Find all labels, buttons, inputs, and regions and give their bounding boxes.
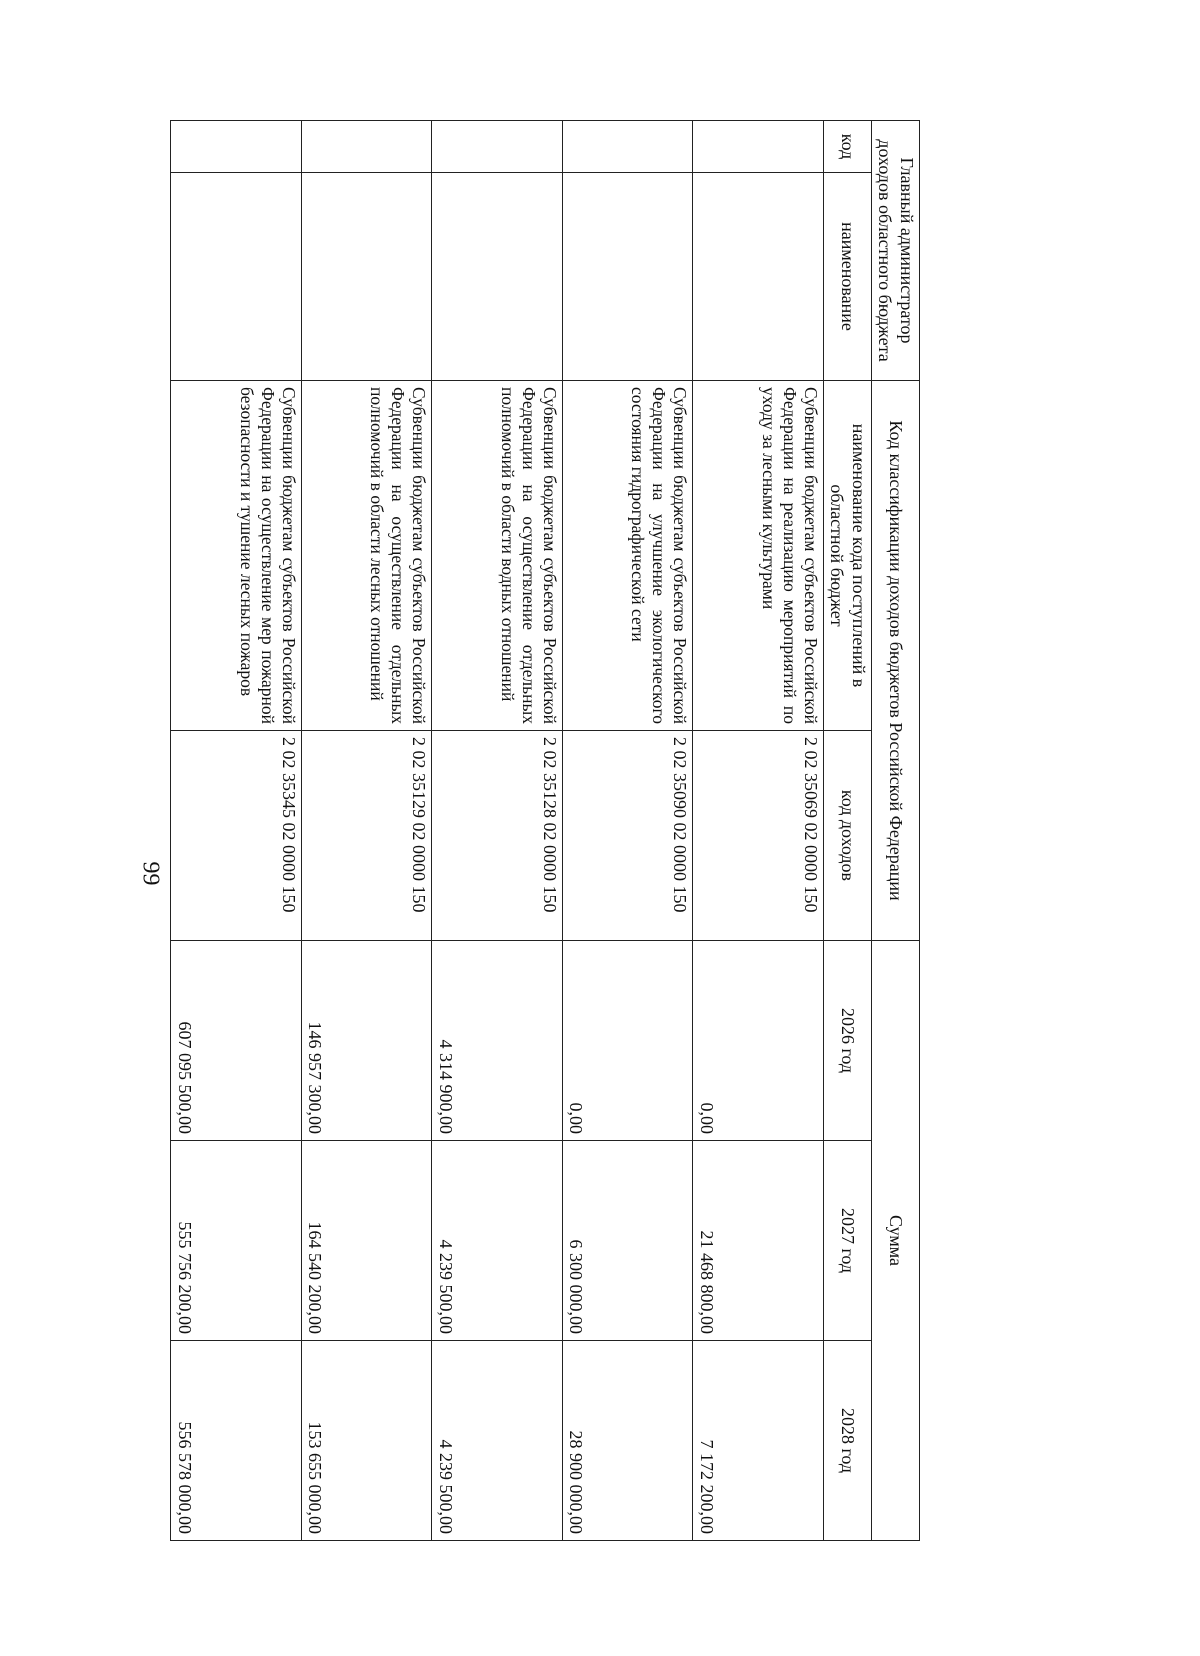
row-revenue-code: 2 02 35069 02 0000 150 [693, 731, 824, 941]
row-amount-2028: 153 655 000,00 [301, 1341, 432, 1541]
row-amount-2028: 556 578 000,00 [171, 1341, 302, 1541]
row-amount-2026: 0,00 [693, 941, 824, 1141]
row-admin-code [432, 121, 563, 173]
row-amount-2027: 6 300 000,00 [562, 1141, 693, 1341]
row-revenue-name: Субвенции бюджетам субъектов Российской Федерации на реализацию мероприятий по уходу за лесными культурами [693, 381, 824, 731]
row-revenue-name: Субвенции бюджетам субъектов Российской Федерации на осуществление отдельных полномочий в области лесных отношений [301, 381, 432, 731]
row-amount-2028: 28 900 000,00 [562, 1341, 693, 1541]
table-row [693, 121, 824, 1541]
row-amount-2026: 4 314 900,00 [432, 941, 563, 1141]
row-revenue-name: Субвенции бюджетам субъектов Российской Федерации на осуществление мер пожарной безопасности и тушение лесных пожаров [171, 381, 302, 731]
row-amount-2026: 146 957 300,00 [301, 941, 432, 1141]
header-admin-group: Главный администратор доходов областного бюджета [871, 121, 919, 381]
header-admin-code: код [823, 121, 871, 173]
row-amount-2028: 7 172 200,00 [693, 1341, 824, 1541]
page-number: 99 [137, 861, 164, 886]
row-amount-2027: 21 468 800,00 [693, 1141, 824, 1341]
header-classification-name: наименование кода поступлений в областной бюджет [823, 381, 871, 731]
budget-table-rotator [170, 120, 920, 1540]
row-revenue-name: Субвенции бюджетам субъектов Российской Федерации на осуществление отдельных полномочий в области водных отношений [432, 381, 563, 731]
row-revenue-name: Субвенции бюджетам субъектов Российской Федерации на улучшение экологического состояния гидрографической сети [562, 381, 693, 731]
row-admin-code [301, 121, 432, 173]
table-row [562, 121, 693, 1541]
budget-revenue-table [170, 120, 920, 1541]
header-classification-group: Код классификации доходов бюджетов Российской Федерации [871, 381, 919, 941]
row-revenue-code: 2 02 35129 02 0000 150 [301, 731, 432, 941]
row-amount-2028: 4 239 500,00 [432, 1341, 563, 1541]
table-row [301, 121, 432, 1541]
header-year-2026: 2026 год [823, 941, 871, 1141]
row-admin-name [562, 173, 693, 381]
row-admin-code [693, 121, 824, 173]
header-year-2028: 2028 год [823, 1341, 871, 1541]
row-admin-name [171, 173, 302, 381]
row-admin-code [562, 121, 693, 173]
row-admin-code [171, 121, 302, 173]
row-admin-name [432, 173, 563, 381]
row-admin-name [693, 173, 824, 381]
row-revenue-code: 2 02 35345 02 0000 150 [171, 731, 302, 941]
header-sum-group: Сумма [871, 941, 919, 1541]
row-amount-2027: 164 540 200,00 [301, 1141, 432, 1341]
row-amount-2027: 4 239 500,00 [432, 1141, 563, 1341]
row-revenue-code: 2 02 35128 02 0000 150 [432, 731, 563, 941]
header-year-2027: 2027 год [823, 1141, 871, 1341]
row-amount-2026: 0,00 [562, 941, 693, 1141]
row-revenue-code: 2 02 35090 02 0000 150 [562, 731, 693, 941]
header-admin-name: наименование [823, 173, 871, 381]
table-row [171, 121, 302, 1541]
table-row [432, 121, 563, 1541]
row-admin-name [301, 173, 432, 381]
budget-table-container [170, 120, 920, 1540]
row-amount-2026: 607 095 500,00 [171, 941, 302, 1141]
row-amount-2027: 555 756 200,00 [171, 1141, 302, 1341]
header-revenue-code: код доходов [823, 731, 871, 941]
